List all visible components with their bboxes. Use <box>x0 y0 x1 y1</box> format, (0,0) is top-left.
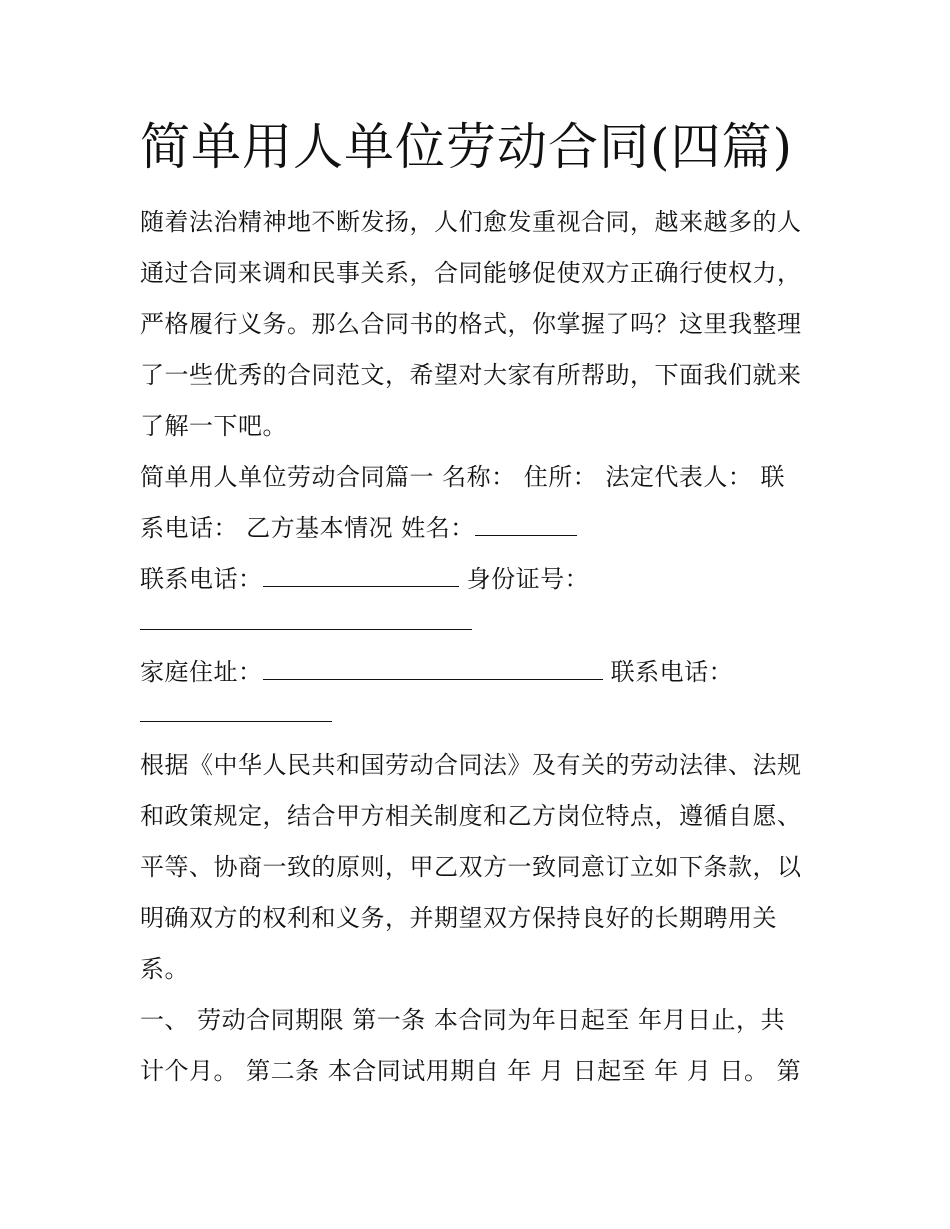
home-address-label: 家庭住址： <box>140 658 263 686</box>
home-address-blank <box>263 657 603 680</box>
contact-phone-label-2: 联系电话： <box>610 658 734 686</box>
contact-phone-label: 联系电话： <box>140 565 263 593</box>
party-line-4 <box>140 655 830 689</box>
party-line-1: 简单用人单位劳动合同篇一 名称： 住所： 法定代表人： 联 <box>140 463 786 491</box>
term-line-1: 一、 劳动合同期限 第一条 本合同为年日起至 年月日止，共 <box>140 1006 786 1034</box>
party-line-2-text: 系电话： 乙方基本情况 姓名： <box>140 514 475 542</box>
party-line-3-cont <box>140 605 830 639</box>
party-line-4-cont <box>140 697 830 731</box>
document-title: 简单用人单位劳动合同(四篇) <box>140 118 794 176</box>
intro-line-4: 了一些优秀的合同范文，希望对大家有所帮助，下面我们就来 <box>140 361 802 389</box>
term-line-2: 计个月。 第二条 本合同试用期自 年 月 日起至 年 月 日。 第 <box>140 1057 802 1085</box>
party-line-3 <box>140 562 830 596</box>
intro-line-2: 通过合同来调和民事关系，合同能够促使双方正确行使权力， <box>140 259 802 287</box>
intro-line-3: 严格履行义务。那么合同书的格式，你掌握了吗？这里我整理 <box>140 310 802 338</box>
id-number-label: 身份证号： <box>466 565 590 593</box>
basis-line-3: 平等、协商一致的原则，甲乙双方一致同意订立如下条款，以 <box>140 853 802 881</box>
basis-line-4: 明确双方的权利和义务，并期望双方保持良好的长期聘用关 <box>140 904 777 932</box>
intro-line-1: 随着法治精神地不断发扬，人们愈发重视合同，越来越多的人 <box>140 208 802 236</box>
contact-phone-blank <box>263 564 459 587</box>
basis-line-2: 和政策规定，结合甲方相关制度和乙方岗位特点，遵循自愿、 <box>140 802 802 830</box>
basis-line-1: 根据《中华人民共和国劳动合同法》及有关的劳动法律、法规 <box>140 751 802 779</box>
intro-line-5: 了解一下吧。 <box>140 412 287 440</box>
party-line-2 <box>140 511 830 545</box>
basis-line-5: 系。 <box>140 955 189 983</box>
name-blank <box>475 513 577 536</box>
id-number-blank <box>140 607 472 630</box>
contact-phone-blank-2 <box>140 699 332 722</box>
